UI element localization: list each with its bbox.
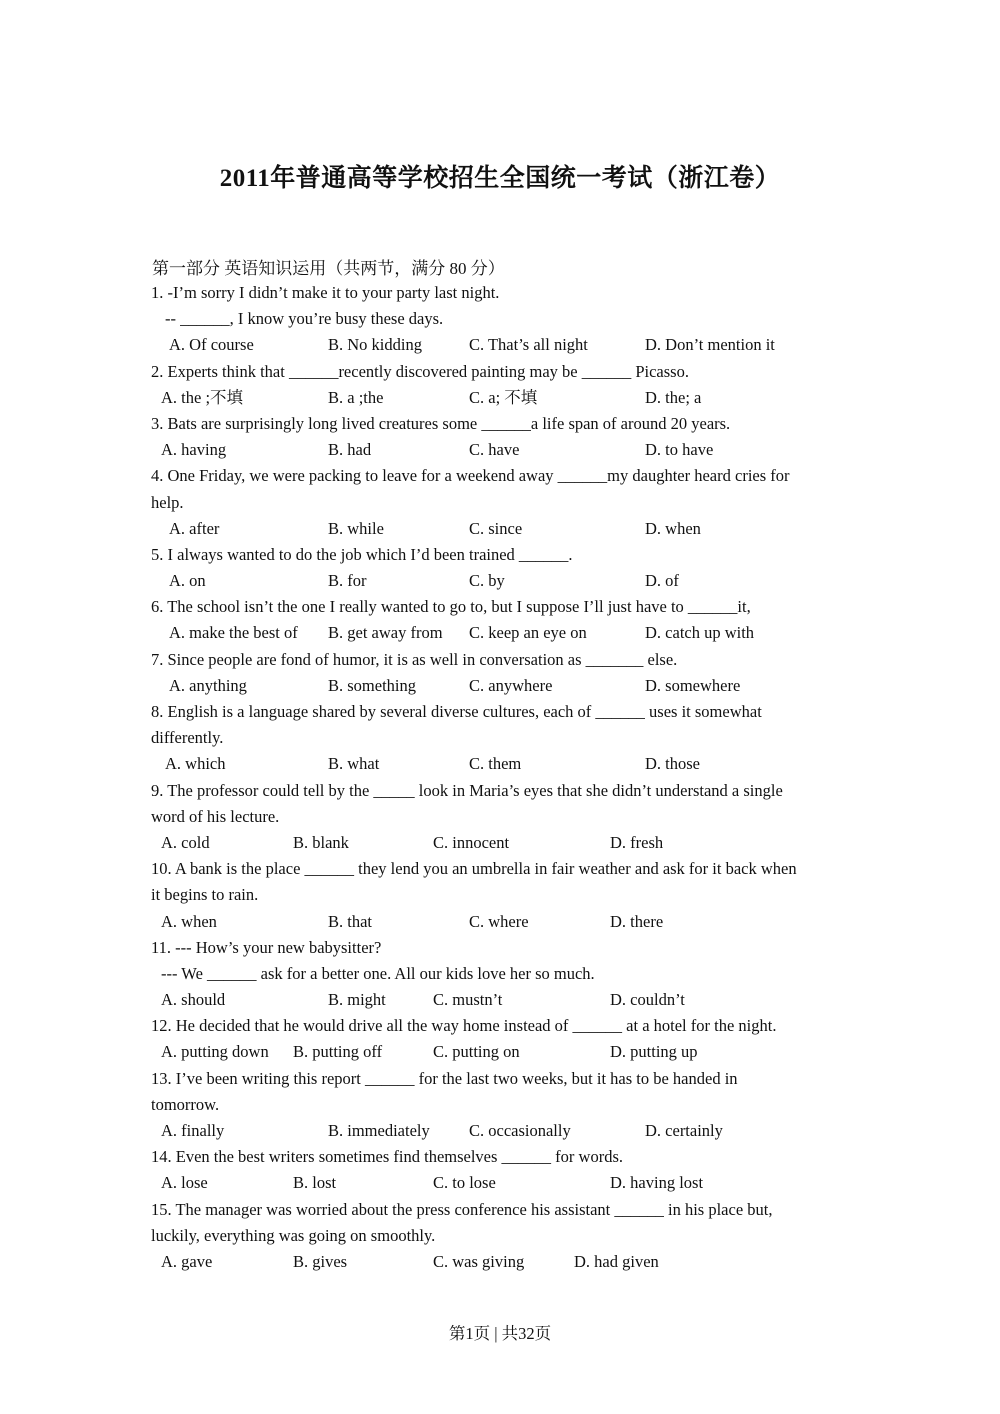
page-footer: 第1页 | 共32页 <box>448 1324 552 1343</box>
question-text: 12. He decided that he would drive all the way home instead of ______ at a hotel for the night. <box>151 1016 777 1036</box>
question-text: 4. One Friday, we were packing to leave for a weekend away ______my daughter heard cries for <box>151 466 790 486</box>
question-text: word of his lecture. <box>151 806 280 826</box>
answer-options <box>151 332 851 358</box>
option-c: C. them <box>469 754 522 774</box>
question-text: 7. Since people are fond of humor, it is as well in conversation as _______ else. <box>151 649 678 669</box>
option-a: A. gave <box>161 1251 213 1271</box>
question-text: 8. English is a language shared by several diverse cultures, each of ______ uses it somewhat <box>151 702 762 721</box>
option-a: A. should <box>161 990 226 1010</box>
option-d: D. having lost <box>610 1173 704 1193</box>
question-text: 3. Bats are surprisingly long lived creatures some ______a life span of around 20 years. <box>151 413 731 433</box>
section-heading: 第一部分 英语知识运用（共两节，满分 80 分） <box>152 259 505 278</box>
question <box>151 359 851 411</box>
option-b: B. get away from <box>328 623 443 643</box>
question <box>151 1144 851 1196</box>
option-c: C. since <box>469 518 523 538</box>
question-text: 1. -I’m sorry I didn’t make it to your party last night. <box>151 283 500 302</box>
question-text: 6. The school isn’t the one I really wanted to go to, but I suppose I’ll just have to ______it, <box>151 597 751 617</box>
question <box>151 778 851 857</box>
answer-options <box>151 751 851 777</box>
question <box>151 935 851 1014</box>
option-a: A. make the best of <box>169 623 298 643</box>
option-b: B. for <box>328 571 367 591</box>
option-c: C. was giving <box>433 1251 525 1271</box>
question-text: 13. I’ve been writing this report ______ for the last two weeks, but it has to be handed in <box>151 1068 738 1088</box>
answer-options <box>151 437 851 463</box>
option-a: A. on <box>169 571 206 591</box>
option-d: D. certainly <box>645 1121 723 1140</box>
answer-options <box>151 830 851 856</box>
question-text: 14. Even the best writers sometimes find themselves ______ for words. <box>151 1147 623 1167</box>
question <box>151 411 851 463</box>
option-a: A. having <box>161 440 227 460</box>
option-c: C. where <box>469 911 529 931</box>
question-text: 5. I always wanted to do the job which I’d been trained ______. <box>151 544 573 564</box>
option-c: C. occasionally <box>469 1121 571 1140</box>
answer-options <box>151 385 851 411</box>
question <box>151 463 851 542</box>
option-c: C. putting on <box>433 1042 520 1062</box>
question <box>151 1197 851 1276</box>
option-c: C. keep an eye on <box>469 623 587 643</box>
question <box>151 280 851 359</box>
option-c: C. to lose <box>433 1173 496 1193</box>
option-b: B. something <box>328 675 417 695</box>
option-b: B. while <box>328 518 384 538</box>
option-b: B. blank <box>293 832 349 852</box>
option-b: B. lost <box>293 1173 337 1193</box>
option-c: C. a; 不填 <box>469 387 538 407</box>
option-a: A. finally <box>161 1121 225 1140</box>
option-d: D. fresh <box>610 832 664 852</box>
option-b: B. that <box>328 911 372 931</box>
option-a: A. which <box>165 754 226 774</box>
option-d: D. those <box>645 754 700 774</box>
option-d: D. Don’t mention it <box>645 335 775 355</box>
answer-options <box>151 1249 851 1275</box>
question <box>151 856 851 935</box>
question-text: differently. <box>151 728 224 748</box>
answer-options <box>151 673 851 699</box>
option-a: A. the ;不填 <box>161 387 244 407</box>
option-d: D. when <box>645 518 701 538</box>
option-d: D. somewhere <box>645 675 741 695</box>
option-d: D. putting up <box>610 1042 698 1062</box>
question <box>151 647 851 699</box>
answer-options <box>151 516 851 542</box>
option-c: C. by <box>469 571 505 591</box>
question <box>151 699 851 778</box>
question-text: -- ______, I know you’re busy these days. <box>165 309 444 329</box>
question <box>151 1013 851 1065</box>
question-text: 10. A bank is the place ______ they lend you an umbrella in fair weather and ask for it back when <box>151 859 797 879</box>
question <box>151 542 851 594</box>
option-b: B. immediately <box>328 1121 430 1140</box>
option-b: B. had <box>328 440 372 460</box>
option-d: D. there <box>610 911 664 931</box>
answer-options <box>151 568 851 594</box>
option-d: D. catch up with <box>645 623 755 643</box>
option-b: B. No kidding <box>328 335 422 355</box>
question-text: 2. Experts think that ______recently discovered painting may be ______ Picasso. <box>151 361 689 381</box>
option-a: A. lose <box>161 1173 208 1193</box>
question-text: --- We ______ ask for a better one. All our kids love her so much. <box>161 963 595 983</box>
answer-options <box>151 1039 851 1065</box>
option-b: B. putting off <box>293 1042 383 1062</box>
question-text: tomorrow. <box>151 1094 220 1114</box>
option-a: A. putting down <box>161 1042 269 1062</box>
option-a: A. after <box>169 518 220 538</box>
option-c: C. have <box>469 440 520 460</box>
option-d: D. of <box>645 571 679 591</box>
option-a: A. when <box>161 911 217 931</box>
option-c: C. anywhere <box>469 675 553 695</box>
question-text: help. <box>151 492 184 512</box>
option-b: B. what <box>328 754 380 774</box>
option-d: D. had given <box>574 1251 659 1271</box>
option-d: D. to have <box>645 440 714 460</box>
option-d: D. couldn’t <box>610 990 685 1010</box>
option-c: C. That’s all night <box>469 335 588 355</box>
answer-options <box>151 987 851 1013</box>
option-a: A. Of course <box>169 335 254 355</box>
answer-options <box>151 620 851 646</box>
option-b: B. a ;the <box>328 387 384 407</box>
question-text: 15. The manager was worried about the press conference his assistant ______ in his place but, <box>151 1199 773 1219</box>
option-c: C. mustn’t <box>433 990 503 1010</box>
question-list <box>151 280 851 1275</box>
option-a: A. anything <box>169 675 247 695</box>
answer-options <box>151 909 851 935</box>
answer-options <box>151 1170 851 1196</box>
question-text: 9. The professor could tell by the _____ look in Maria’s eyes that she didn’t understand a single <box>151 780 783 800</box>
option-d: D. the; a <box>645 387 702 407</box>
question <box>151 1066 851 1145</box>
option-c: C. innocent <box>433 832 510 852</box>
question-text: luckily, everything was going on smoothly. <box>151 1225 436 1245</box>
question-text: 11. --- How’s your new babysitter? <box>151 937 382 957</box>
question-text: it begins to rain. <box>151 885 259 905</box>
option-a: A. cold <box>161 832 210 852</box>
option-b: B. might <box>328 990 386 1010</box>
option-b: B. gives <box>293 1251 348 1271</box>
question <box>151 594 851 646</box>
exam-title: 2011年普通高等学校招生全国统一考试（浙江卷） <box>219 165 781 192</box>
answer-options <box>151 1118 851 1144</box>
